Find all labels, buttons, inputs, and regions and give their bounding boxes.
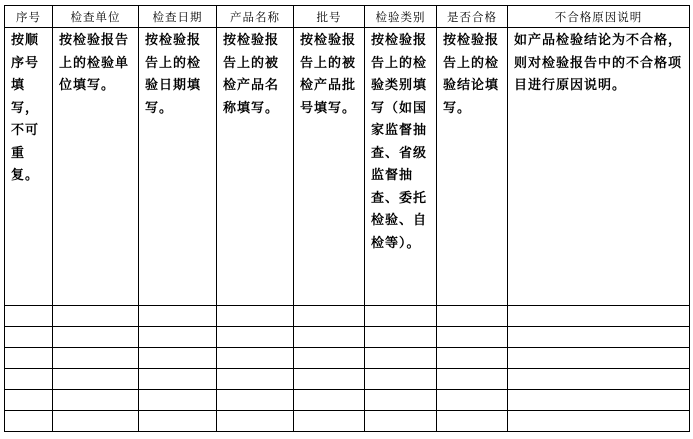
blank-cell[interactable] bbox=[365, 348, 437, 369]
header-product-name: 产品名称 bbox=[217, 6, 294, 28]
blank-cell[interactable] bbox=[294, 369, 365, 390]
blank-cell[interactable] bbox=[365, 369, 437, 390]
header-inspection-date: 检查日期 bbox=[139, 6, 217, 28]
instruction-inspection-type: 按检验报告上的检验类别填写（如国家监督抽查、省级监督抽查、委托检验、自检等）。 bbox=[365, 28, 437, 306]
instruction-nonconformity-reason: 如产品检验结论为不合格，则对检验报告中的不合格项目进行原因说明。 bbox=[508, 28, 690, 306]
blank-cell[interactable] bbox=[139, 327, 217, 348]
blank-cell[interactable] bbox=[217, 348, 294, 369]
instruction-qualified: 按检验报告上的检验结论填写。 bbox=[437, 28, 508, 306]
instruction-inspection-date: 按检验报告上的检验日期填写。 bbox=[139, 28, 217, 306]
blank-cell[interactable] bbox=[53, 327, 139, 348]
instruction-product-name: 按检验报告上的被检产品名称填写。 bbox=[217, 28, 294, 306]
blank-entry-row bbox=[5, 390, 690, 411]
blank-cell[interactable] bbox=[217, 411, 294, 432]
blank-cell[interactable] bbox=[508, 390, 690, 411]
blank-cell[interactable] bbox=[437, 369, 508, 390]
blank-cell[interactable] bbox=[53, 348, 139, 369]
blank-cell[interactable] bbox=[365, 411, 437, 432]
blank-cell[interactable] bbox=[5, 369, 53, 390]
blank-cell[interactable] bbox=[53, 411, 139, 432]
blank-cell[interactable] bbox=[508, 327, 690, 348]
blank-cell[interactable] bbox=[5, 348, 53, 369]
blank-cell[interactable] bbox=[217, 369, 294, 390]
blank-cell[interactable] bbox=[217, 306, 294, 327]
blank-cell[interactable] bbox=[294, 348, 365, 369]
blank-cell[interactable] bbox=[365, 390, 437, 411]
header-row bbox=[5, 6, 690, 28]
blank-cell[interactable] bbox=[437, 390, 508, 411]
blank-cell[interactable] bbox=[217, 390, 294, 411]
blank-cell[interactable] bbox=[508, 411, 690, 432]
instruction-row bbox=[5, 28, 690, 306]
blank-cell[interactable] bbox=[365, 327, 437, 348]
blank-cell[interactable] bbox=[139, 411, 217, 432]
blank-cell[interactable] bbox=[139, 306, 217, 327]
blank-cell[interactable] bbox=[5, 306, 53, 327]
blank-cell[interactable] bbox=[294, 390, 365, 411]
blank-cell[interactable] bbox=[5, 411, 53, 432]
instruction-serial-number: 按顺序号填写，不可重复。 bbox=[5, 28, 53, 306]
header-batch-number: 批号 bbox=[294, 6, 365, 28]
blank-cell[interactable] bbox=[508, 306, 690, 327]
header-qualified: 是否合格 bbox=[437, 6, 508, 28]
header-serial-number: 序号 bbox=[5, 6, 53, 28]
blank-cell[interactable] bbox=[365, 306, 437, 327]
header-nonconformity-reason: 不合格原因说明 bbox=[508, 6, 690, 28]
blank-entry-row bbox=[5, 306, 690, 327]
instruction-batch-number: 按检验报告上的被检产品批号填写。 bbox=[294, 28, 365, 306]
instruction-inspection-unit: 按检验报告上的检验单位填写。 bbox=[53, 28, 139, 306]
blank-cell[interactable] bbox=[139, 369, 217, 390]
header-inspection-unit: 检查单位 bbox=[53, 6, 139, 28]
blank-cell[interactable] bbox=[437, 327, 508, 348]
blank-cell[interactable] bbox=[53, 390, 139, 411]
blank-cell[interactable] bbox=[53, 369, 139, 390]
header-inspection-type: 检验类别 bbox=[365, 6, 437, 28]
blank-cell[interactable] bbox=[294, 411, 365, 432]
blank-cell[interactable] bbox=[53, 306, 139, 327]
blank-entry-row bbox=[5, 369, 690, 390]
blank-cell[interactable] bbox=[437, 348, 508, 369]
blank-cell[interactable] bbox=[508, 369, 690, 390]
blank-cell[interactable] bbox=[294, 306, 365, 327]
blank-cell[interactable] bbox=[294, 327, 365, 348]
blank-cell[interactable] bbox=[139, 348, 217, 369]
blank-entry-rows bbox=[5, 306, 690, 432]
blank-entry-row bbox=[5, 411, 690, 432]
blank-cell[interactable] bbox=[437, 411, 508, 432]
blank-cell[interactable] bbox=[217, 327, 294, 348]
blank-cell[interactable] bbox=[437, 306, 508, 327]
blank-entry-row bbox=[5, 348, 690, 369]
blank-entry-row bbox=[5, 327, 690, 348]
blank-cell[interactable] bbox=[5, 327, 53, 348]
blank-cell[interactable] bbox=[5, 390, 53, 411]
inspection-record-table bbox=[4, 5, 690, 432]
blank-cell[interactable] bbox=[508, 348, 690, 369]
blank-cell[interactable] bbox=[139, 390, 217, 411]
